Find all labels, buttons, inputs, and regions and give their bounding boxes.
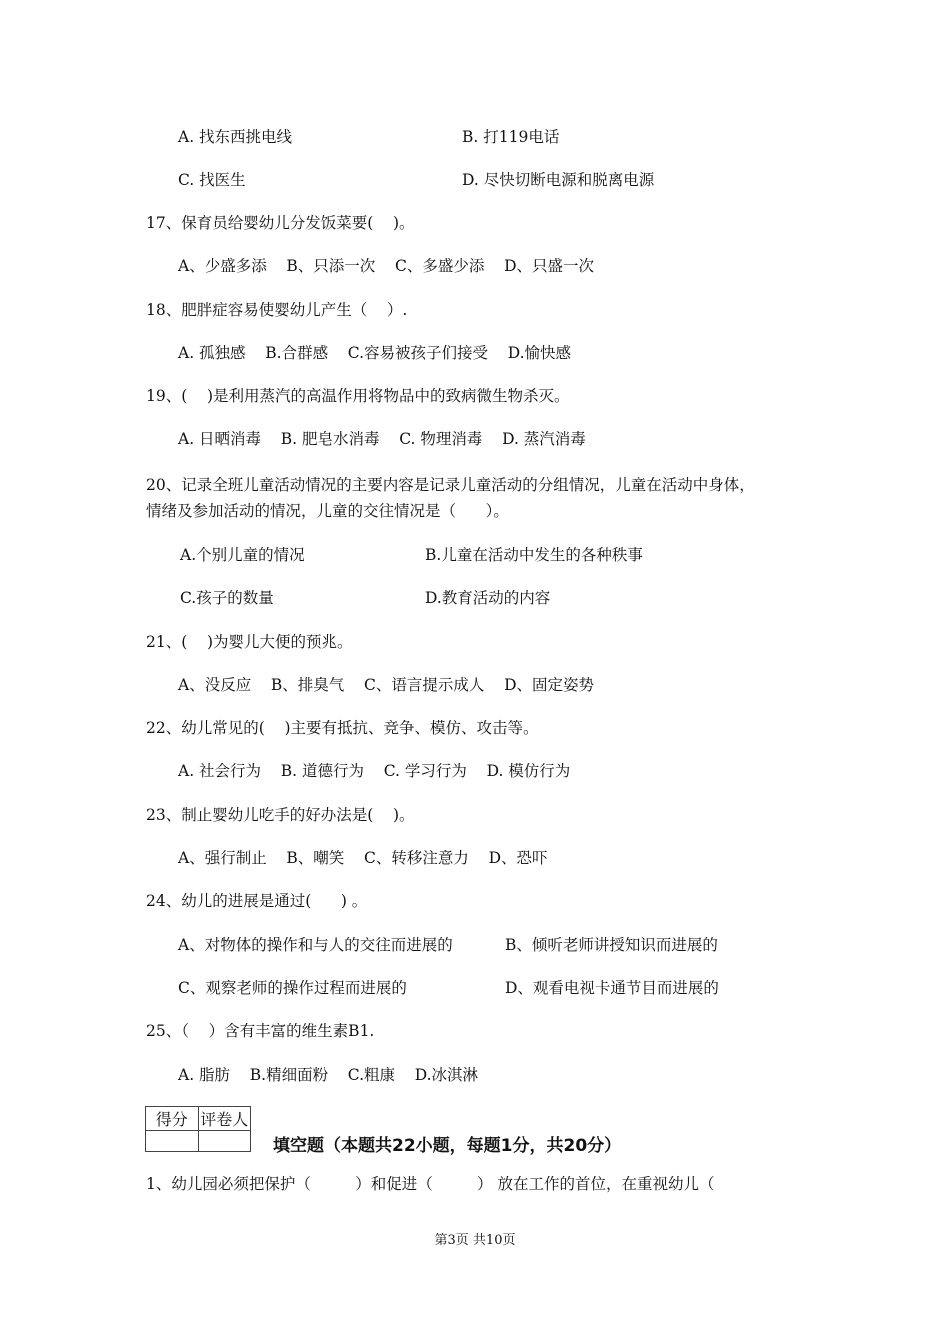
- q16-option-c: C. 找医生: [178, 171, 246, 189]
- q24-option-c: C、观察老师的操作过程而进展的: [178, 979, 407, 997]
- q25-stem: 25、（ ）含有丰富的维生素B1.: [146, 1022, 375, 1040]
- q17-options: A、少盛多添 B、只添一次 C、多盛少添 D、只盛一次: [178, 257, 594, 275]
- q22-options: A. 社会行为 B. 道德行为 C. 学习行为 D. 模仿行为: [178, 762, 571, 780]
- q20-option-c: C.孩子的数量: [180, 589, 274, 607]
- q18-stem: 18、肥胖症容易使婴幼儿产生（ ）.: [146, 301, 408, 319]
- q21-stem: 21、( )为婴儿大便的预兆。: [146, 633, 353, 651]
- q24-option-d: D、观看电视卡通节目而进展的: [505, 979, 719, 997]
- score-cell: [146, 1131, 199, 1152]
- q19-options: A. 日晒消毒 B. 肥皂水消毒 C. 物理消毒 D. 蒸汽消毒: [178, 430, 586, 448]
- q24-option-b: B、倾听老师讲授知识而进展的: [505, 936, 718, 954]
- reviewer-cell: [198, 1131, 251, 1152]
- score-label: 得分: [146, 1107, 199, 1131]
- reviewer-label: 评卷人: [198, 1107, 251, 1131]
- q16-option-d: D. 尽快切断电源和脱离电源: [462, 171, 655, 189]
- page-footer: 第3页 共10页: [434, 1233, 516, 1248]
- q24-stem: 24、幼儿的进展是通过( ) 。: [146, 892, 368, 910]
- q21-options: A、没反应 B、排臭气 C、语言提示成人 D、固定姿势: [178, 676, 594, 694]
- q23-stem: 23、制止婴幼儿吃手的好办法是( )。: [146, 806, 415, 824]
- q18-options: A. 孤独感 B.合群感 C.容易被孩子们接受 D.愉快感: [178, 344, 572, 362]
- score-table: [145, 1106, 251, 1152]
- section-heading: 填空题（本题共22小题，每题1分，共20分）: [273, 1136, 622, 1156]
- q22-stem: 22、幼儿常见的( )主要有抵抗、竞争、模仿、攻击等。: [146, 719, 539, 737]
- q24-option-a: A、对物体的操作和与人的交往而进展的: [178, 936, 453, 954]
- q20-stem-line2: 情绪及参加活动的情况，儿童的交往情况是（ ）。: [146, 502, 509, 520]
- q16-option-a: A. 找东西挑电线: [178, 128, 293, 146]
- q16-option-b: B. 打119电话: [462, 128, 560, 146]
- q20-option-b: B.儿童在活动中发生的各种秩事: [425, 546, 643, 564]
- q17-stem: 17、保育员给婴幼儿分发饭菜要( )。: [146, 214, 415, 232]
- q20-option-a: A.个别儿童的情况: [180, 546, 305, 564]
- q25-options: A. 脂肪 B.精细面粉 C.粗康 D.冰淇淋: [178, 1066, 479, 1084]
- q23-options: A、强行制止 B、嘲笑 C、转移注意力 D、恐吓: [178, 849, 548, 867]
- q19-stem: 19、( )是利用蒸汽的高温作用将物品中的致病微生物杀灭。: [146, 387, 570, 405]
- fill-q1-stem: 1、幼儿园必须把保护（ ）和促进（ ） 放在工作的首位，在重视幼儿（: [146, 1175, 715, 1193]
- q20-option-d: D.教育活动的内容: [425, 589, 551, 607]
- q20-stem-line1: 20、记录全班儿童活动情况的主要内容是记录儿童活动的分组情况，儿童在活动中身体，: [146, 476, 755, 494]
